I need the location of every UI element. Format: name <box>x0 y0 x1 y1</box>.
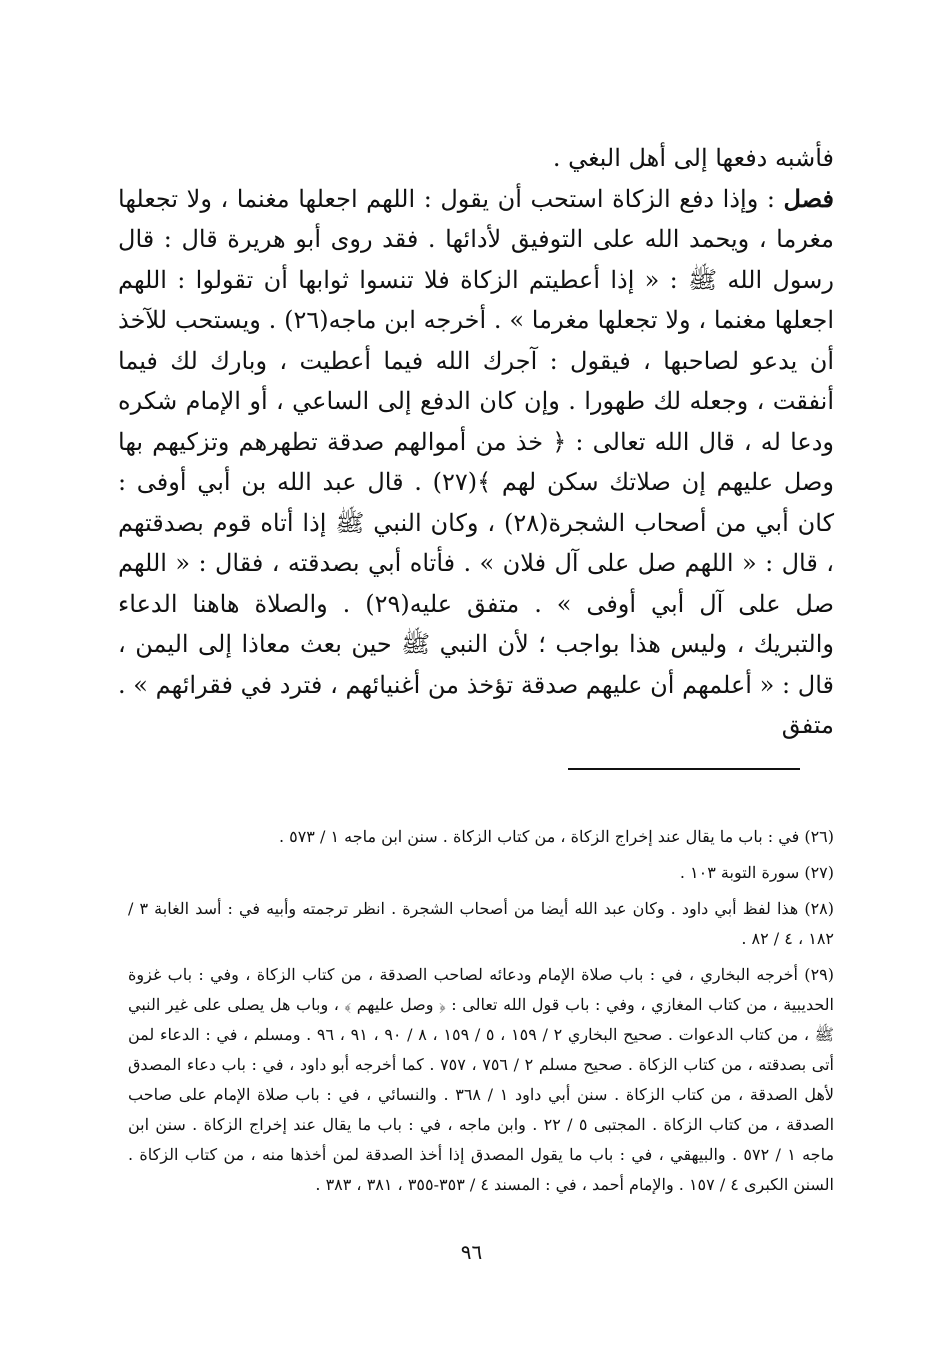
footnote-29: (٢٩) أخرجه البخاري ، في : باب صلاة الإمام ودعائه لصاحب الصدقة ، من كتاب الزكاة ، وفي : باب غزوة الحديبية ، من كتاب المغازي ، وفي : باب قول الله تعالى : ﴿ وصل عليهم ﴾ ، وباب هل يصلى على غير النبي ﷺ ، من كتاب الدعوات . صحيح البخاري ٢ / ١٥٩ ، ٥ / ١٥٩ ، ٨ / ٩٠ ، ٩١ ، ٩٦ . ومسلم ، في : الدعاء لمن أتى بصدقته ، من كتاب الزكاة . صحيح مسلم ٢ / ٧٥٦ ، ٧٥٧ . كما أخرجه أبو داود ، في : باب دعاء المصدق لأهل الصدقة ، من كتاب الزكاة . سنن أبي داود ١ / ٣٦٨ . والنسائي ، في : باب صلاة الإمام على صاحب الصدقة ، من كتاب الزكاة . المجتبى ٥ / ٢٢ . وابن ماجه ، في : باب ما يقال عند إخراج الزكاة . سنن ابن ماجه ١ / ٥٧٢ . والبيهقي ، في : باب ما يقول المصدق إذا أخذ الصدقة لمن أخذها منه ، من كتاب الزكاة . السنن الكبرى ٤ / ١٥٧ . والإمام أحمد ، في : المسند ٤ / ٣٥٣-٣٥٥ ، ٣٨١ ، ٣٨٣ . <box>128 965 835 1194</box>
page-number: ٩٦ <box>460 1240 483 1264</box>
footnote-separator <box>568 768 800 770</box>
main-text <box>118 138 834 746</box>
intro-line: فأشبه دفعها إلى أهل البغي . <box>552 144 834 172</box>
fasl-paragraph <box>118 179 834 746</box>
fasl-body: : وإذا دفع الزكاة استحب أن يقول : اللهم اجعلها مغنما ، ولا تجعلها مغرما ، ويحمد الله على التوفيق لأدائها . فقد روى أبو هريرة قال : قال رسول الله ﷺ : « إذا أعطيتم الزكاة فلا تنسوا ثوابها أن تقولوا : اللهم اجعلها مغنما ، ولا تجعلها مغرما » . أخرجه ابن ماجه(٢٦) . ويستحب للآخذ أن يدعو لصاحبها ، فيقول : آجرك الله فيما أعطيت ، وبارك لك فيما أنفقت ، وجعله لك طهورا . وإن كان الدفع إلى الساعي ، أو الإمام شكره ودعا له ، قال الله تعالى : ﴿ خذ من أموالهم صدقة تطهرهم وتزكيهم بها وصل عليهم إن صلاتك سكن لهم ﴾(٢٧) . قال عبد الله بن أبي أوفى : كان أبي من أصحاب الشجرة(٢٨) ، وكان النبي ﷺ إذا أتاه قوم بصدقتهم ، قال : « اللهم صل على آل فلان » . فأتاه أبي بصدقته ، فقال : « اللهم صل على آل أبي أوفى » . متفق عليه(٢٩) . والصلاة هاهنا الدعاء والتبريك ، وليس هذا بواجب ؛ لأن النبي ﷺ حين بعث معاذا إلى اليمن ، قال : « أعلمهم أن عليهم صدقة تؤخذ من أغنيائهم ، فترد في فقرائهم » . متفق <box>118 184 834 739</box>
footnote-28: (٢٨) هذا لفظ أبي داود . وكان عبد الله أيضا من أصحاب الشجرة . انظر ترجمته وأبيه في : أسد الغابة ٣ / ١٨٢ ، ٤ / ٨٢ . <box>128 899 834 948</box>
fasl-heading: فصل <box>783 183 834 213</box>
footnotes <box>128 822 834 1206</box>
footnote-27: (٢٧) سورة التوبة ١٠٣ . <box>679 863 834 882</box>
footnote-26: (٢٦) في : باب ما يقال عند إخراج الزكاة ، من كتاب الزكاة . سنن ابن ماجه ١ / ٥٧٣ . <box>278 827 834 846</box>
